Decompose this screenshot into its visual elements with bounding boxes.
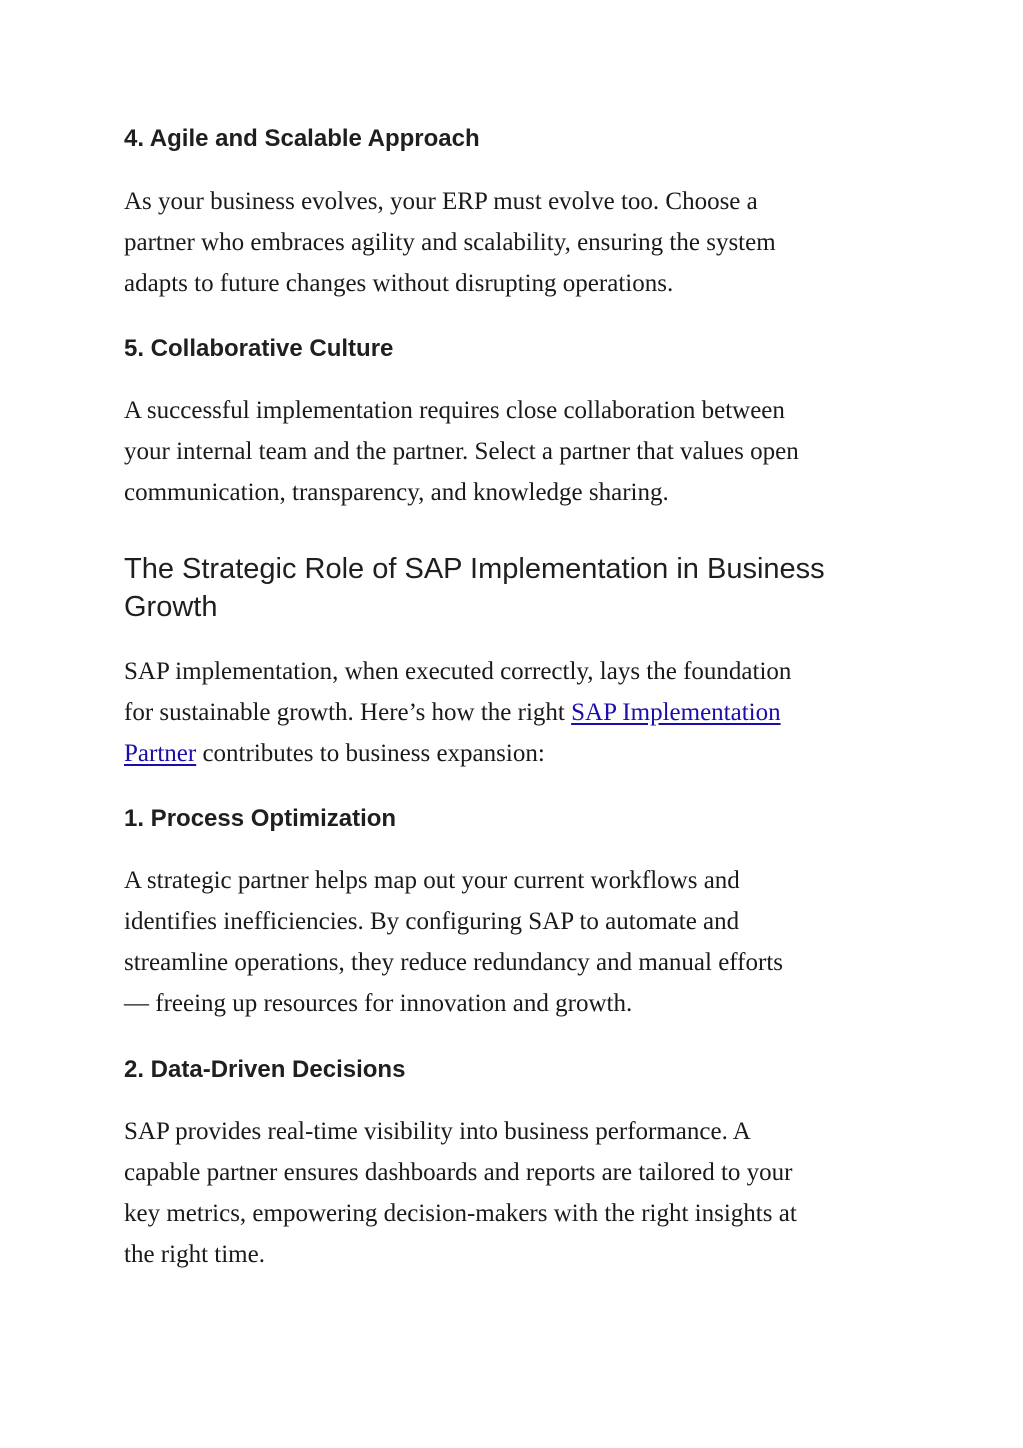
text-fragment: contributes to business expansion: xyxy=(196,740,545,767)
paragraph-process-optimization xyxy=(124,860,914,1024)
text-line: A successful implementation requires close collaboration between xyxy=(124,397,785,424)
section-title-strategic-role xyxy=(124,550,904,626)
heading-process-optimization: 1. Process Optimization xyxy=(124,805,397,832)
text-line: identifies inefficiencies. By configuring SAP to automate and xyxy=(124,908,740,935)
heading-data-driven-decisions: 2. Data-Driven Decisions xyxy=(124,1056,406,1083)
paragraph-strategic-role xyxy=(124,651,914,774)
heading-agile-scalable: 4. Agile and Scalable Approach xyxy=(124,125,480,152)
section-title-line: Growth xyxy=(124,591,218,623)
text-line: key metrics, empowering decision-makers with the right insights at xyxy=(124,1200,797,1227)
text-fragment: for sustainable growth. Here’s how the right xyxy=(124,699,572,726)
text-line: your internal team and the partner. Select a partner that values open xyxy=(124,438,799,465)
text-line: streamline operations, they reduce redundancy and manual efforts xyxy=(124,949,784,976)
text-line: partner who embraces agility and scalability, ensuring the system xyxy=(124,229,776,256)
sap-implementation-partner-link[interactable]: SAP Implementation xyxy=(571,699,781,726)
sap-implementation-partner-link-continued[interactable]: Partner xyxy=(124,740,197,767)
paragraph-data-driven-decisions xyxy=(124,1111,914,1275)
text-line: A strategic partner helps map out your current workflows and xyxy=(124,867,740,894)
text-line: SAP provides real-time visibility into business performance. A xyxy=(124,1118,751,1145)
text-line: As your business evolves, your ERP must evolve too. Choose a xyxy=(124,188,758,215)
text-line xyxy=(124,692,914,733)
paragraph-collaborative-culture xyxy=(124,390,914,513)
heading-collaborative-culture: 5. Collaborative Culture xyxy=(124,335,394,362)
text-line: SAP implementation, when executed correctly, lays the foundation xyxy=(124,658,792,685)
section-title-line: The Strategic Role of SAP Implementation in Business xyxy=(124,553,825,585)
text-line xyxy=(124,733,914,774)
text-line: capable partner ensures dashboards and reports are tailored to your xyxy=(124,1159,793,1186)
text-line: adapts to future changes without disrupting operations. xyxy=(124,270,674,297)
paragraph-agile-scalable xyxy=(124,181,914,304)
text-line: — freeing up resources for innovation and growth. xyxy=(124,990,633,1017)
text-line: communication, transparency, and knowledge sharing. xyxy=(124,479,669,506)
text-line: the right time. xyxy=(124,1241,265,1268)
